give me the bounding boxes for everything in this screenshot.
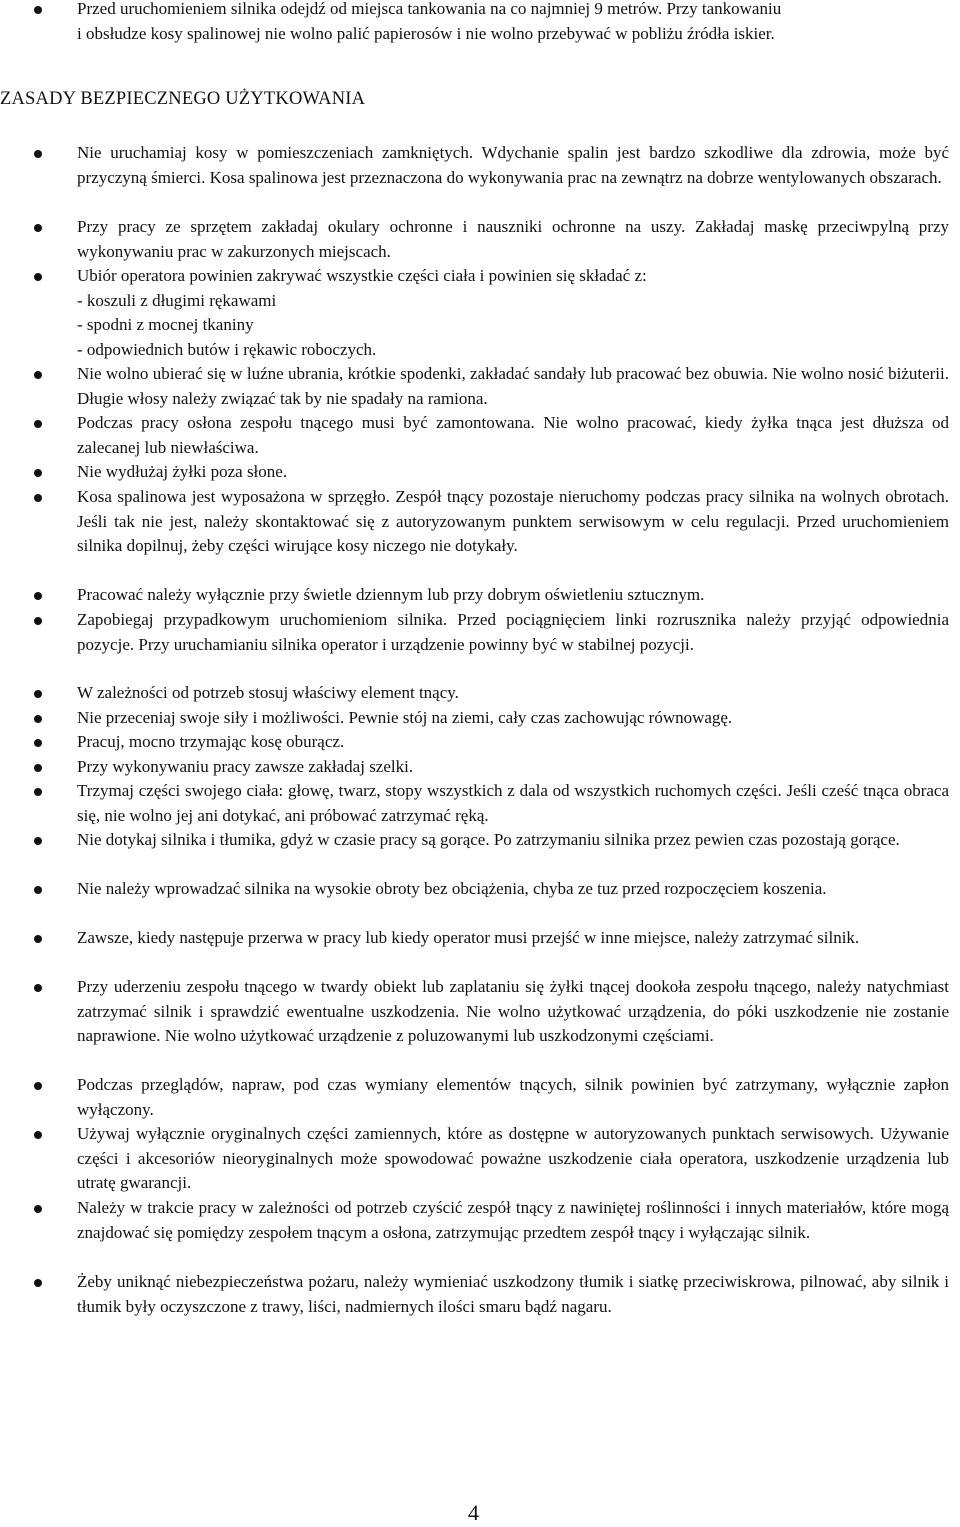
bullet-icon	[34, 935, 42, 943]
bullet-icon	[34, 715, 42, 723]
clothing-item: - spodni z mocnej tkaniny	[77, 315, 254, 334]
bullet-icon	[34, 1279, 42, 1287]
bullet-icon	[34, 494, 42, 502]
bullet-icon	[34, 371, 42, 379]
bullet-icon	[34, 150, 42, 158]
bullet-icon	[34, 837, 42, 845]
bullet-icon	[34, 1131, 42, 1139]
bullet-icon	[34, 1082, 42, 1090]
bullet-icon	[34, 273, 42, 281]
bullet-icon	[34, 886, 42, 894]
bullet-icon	[34, 592, 42, 600]
bullet-icon	[34, 6, 42, 14]
bullet-icon	[34, 739, 42, 747]
clothing-item: - koszuli z długimi rękawami	[77, 290, 277, 310]
bullet-icon	[34, 764, 42, 772]
page-number: 4	[468, 1500, 479, 1525]
bullet-icon	[34, 1205, 42, 1213]
bullet-icon	[34, 617, 42, 625]
bullet-icon	[34, 984, 42, 992]
section-heading: ZASADY BEZPIECZNEGO UŻYTKOWANIA	[0, 89, 366, 109]
clothing-item: - odpowiednich butów i rękawic roboczych.	[77, 339, 377, 359]
intro-text: Przed uruchomieniem silnika odejdź od miejsca tankowania na co najmniej 9 metrów. Przy tankowaniu i obsłudze kosy spalinowej nie wolno palić papierosów i nie wolno przebywać w pobliżu źródła iskier.	[77, 0, 782, 43]
document-page: Przed uruchomieniem silnika odejdź od miejsca tankowania na co najmniej 9 metrów. Przy tankowaniu i obsłudze kosy spalinowej nie wolno palić papierosów i nie wolno przebywać w pobliżu źródła iskier. ZASADY BEZPIECZNEGO UŻYTKOWANIA Nie uruchamiaj kosy w pomieszczeniach zamkniętych. Wdychanie spalin jest bardzo szkodliwe dla zdrowia, może być przyczyną śmierci. Kosa spalinowa jest przeznaczona do wykonywania prac na zewnątrz na dobrze wentylowanych obszarach. Przy pracy ze sprzętem zakładaj okulary ochronne i nauszniki ochronne na uszy. Zakładaj maskę przeciwpylną przy wykonywaniu prac w zakurzonych miejscach. Ubiór operatora powinien zakrywać wszystkie części ciała i powinien się składać z: - koszuli z długimi rękawami - spodni z mocnej tkaniny - odpowiednich butów i rękawic roboczych. Nie wolno ubierać się w luźne ubrania, krótkie spodenki, zakładać sandały lub pracować bez obuwia. Nie wolno nosić biżuterii. Długie włosy należy związać tak by nie spadały na ramiona. Podczas pracy osłona zespołu tnącego musi być zamontowana. Nie wolno pracować, kiedy żyłka tnąca jest dłuższa od zalecanej lub niewłaściwa. Nie wydłużaj żyłki poza słone. Kosa spalinowa jest wyposażona w sprzęgło. Zespół tnący pozostaje nieruchomy podczas pracy silnika na wolnych obrotach. Jeśli tak nie jest, należy skontaktować się z autoryzowanym punktem serwisowym w celu regulacji. Przed uruchomieniem silnika dopilnuj, żeby części wirujące kosy niczego nie dotykały. Pracować należy wyłącznie przy świetle dziennym lub przy dobrym oświetleniu sztucznym. Zapobiegaj przypadkowym uruchomieniom silnika. Przed pociągnięciem linki rozrusznika należy przyjąć odpowiednia pozycje. Przy uruchamianiu silnika operator i urządzenie powinny być w stabilnej pozycji. W zależności od potrzeb stosuj właściwy element tnący. Nie przeceniaj swoje siły i możliwości. Pewnie stój na ziemi, cały czas zachowując równowagę. Pracuj, mocno trzymając kosę oburącz. Przy wykonywaniu pracy zawsze zakładaj szelki. Trzymaj części swojego ciała: głowę, twarz, stopy wszystkich z dala od wszystkich ruchomych części. Jeśli cześć tnąca obraca się, nie wolno jej ani dotykać, ani próbować zatrzymać ręką. Nie dotykaj silnika i tłumika, gdyż w czasie pracy są gorące. Po zatrzymaniu silnika przez pewien czas pozostają gorące. Nie należy wprowadzać silnika na wysokie obroty bez obciążenia, chyba ze tuz przed rozpoczęciem koszenia. Zawsze, kiedy następuje przerwa w pracy lub kiedy operator musi przejść w inne miejsce, należy zatrzymać silnik. Przy uderzeniu zespołu tnącego w twardy obiekt lub zaplataniu się żyłki tnącej dookoła zespołu tnącego, należy natychmiast zatrzymać silnik i sprawdzić ewentualne uszkodzenia. Nie wolno użytkować urządzenia, do póki uszkodzenie nie zostanie naprawione. Nie wolno użytkować urządzenie z poluzowanymi lub uszkodzonymi częściami. Podczas przeglądów, napraw, pod czas wymiany elementów tnących, silnik powinien być zatrzymany, wyłącznie zapłon wyłączony. Używaj wyłącznie oryginalnych części zamiennych, które as dostępne w autoryzowanych punktach serwisowych. Używanie części i akcesoriów nieoryginalnych może spowodować poważne uszkodzenie ciała operatora, uszkodzenie urządzenia lub utratę gwarancji. Należy w trakcie pracy w zależności od potrzeb czyścić zespół tnący z nawiniętej roślinności i innych materiałów, które mogą znajdować się pomiędzy zespołem tnącym a osłona, zatrzymując przedtem zespół tnący i wyłączając silnik. Żeby uniknąć niebezpieczeństwa pożaru, należy wymieniać uszkodzony tłumik i siatkę przeciwiskrowa, pilnować, aby silnik i tłumik były oczyszczone z trawy, liści, nadmiernych ilości smaru bądź nagaru. 4	[0, 0, 960, 1527]
bullet-icon	[34, 469, 42, 477]
bullet-icon	[34, 690, 42, 698]
bullet-icon	[34, 420, 42, 428]
bullet-icon	[34, 224, 42, 232]
bullet-icon	[34, 788, 42, 796]
